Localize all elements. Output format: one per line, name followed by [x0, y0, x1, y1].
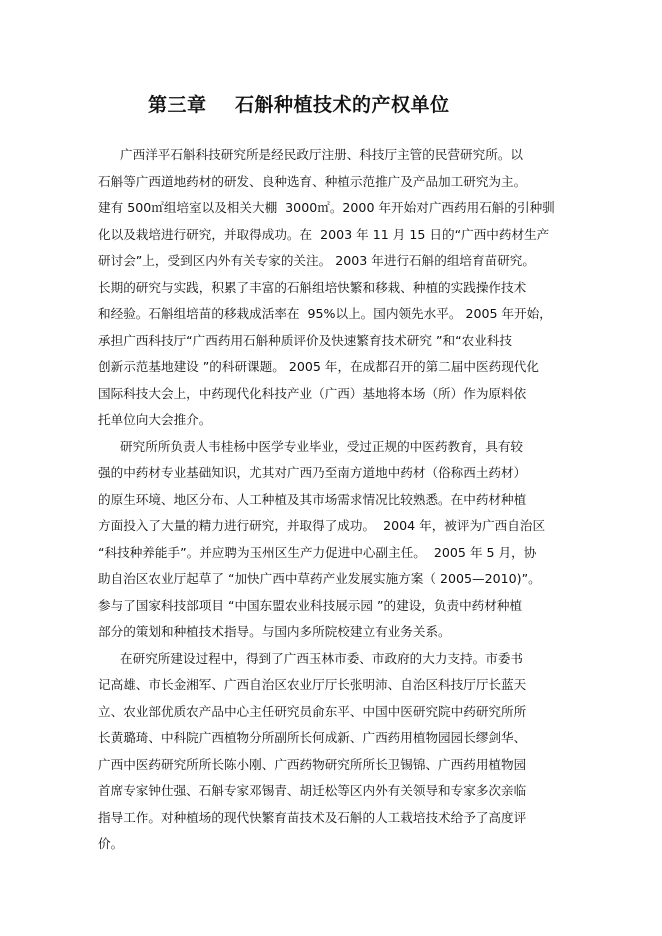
- paragraph-3-line-2: 记高雄、市长金湘军、广西自治区农业厅厅长张明沛、自治区科技厅厅长蓝天: [98, 677, 527, 692]
- page-title: 第三章 石斛种植技术的产权单位: [148, 94, 450, 116]
- body-text: [98, 142, 568, 858]
- paragraph-3-line-7: 指导工作。对种植场的现代快繁育苗技术及石斛的人工栽培技术给予了高度评: [98, 809, 527, 825]
- paragraph-1-line-4: 化以及栽培进行研究，并取得成功。在 2003 年 11 月 15 日的“广西中药材生产: [98, 226, 550, 242]
- paragraph-1-line-7: 和经验。石斛组培苗的移栽成活率在 95%以上。国内领先水平。 2005 年开始，: [98, 306, 552, 321]
- paragraph-3-line-4: 长黄璐琦、中科院广西植物分所副所长何成新、广西药用植物园园长缪剑华、: [98, 730, 527, 745]
- paragraph-1-line-9: 创新示范基地建设 ”的科研课题。 2005 年，在成都召开的第二届中医药现代化: [98, 359, 539, 374]
- paragraph-2-line-7: 参与了国家科技部项目 “中国东盟农业科技展示园 ”的建设，负责中药材种植: [98, 597, 523, 613]
- paragraph-1-line-5: 研讨会”上，受到区内外有关专家的关注。 2003 年进行石斛的组培育苗研究。: [98, 253, 535, 268]
- paragraph-2-line-8: 部分的策划和种植技术指导。与国内多所院校建立有业务关系。: [98, 624, 451, 639]
- paragraph-3-line-5: 广西中医药研究所所长陈小刚、广西药物研究所所长卫锡锦、广西药用植物园: [98, 756, 527, 772]
- paragraph-3-line-6: 首席专家钟仕强、石斛专家邓锡青、胡迁松等区内外有关领导和专家多次亲临: [98, 783, 527, 798]
- paragraph-1-line-3: 建有 500㎡组培室以及相关大棚 3000㎡。2000 年开始对广西药用石斛的引种驯: [98, 200, 555, 215]
- paragraph-2-line-3: 的原生环境、地区分布、人工种植及其市场需求情况比较熟悉。在中药材种植: [98, 491, 527, 507]
- paragraph-1-line-2: 石斛等广西道地药材的研发、良种选育、种植示范推广及产品加工研究为主。: [98, 173, 527, 189]
- paragraph-1-line-11: 托单位向大会推介。: [98, 412, 212, 427]
- paragraph-3-line-3: 立、农业部优质农产品中心主任研究员俞东平、中国中医研究院中药研究所所: [98, 703, 527, 719]
- paragraph-2-line-4: 方面投入了大量的精力进行研究，并取得了成功。 2004 年，被评为广西自治区: [98, 518, 546, 533]
- paragraph-2-line-6: 助自治区农业厅起草了 “加快广西中草药产业发展实施方案（ 2005—2010)”。: [98, 571, 541, 586]
- paragraph-1-line-1: 广西洋平石斛科技研究所是经民政厅注册、科技厅主管的民营研究所。以: [120, 147, 523, 162]
- paragraph-2-line-2: 强的中药材专业基础知识，尤其对广西乃至南方道地中药材（俗称西土药材）: [98, 465, 527, 480]
- paragraph-1-line-8: 承担广西科技厅“广西药用石斛种质评价及快速繁育技术研究 ”和“农业科技: [98, 332, 512, 348]
- paragraph-1-line-10: 国际科技大会上，中药现代化科技产业（广西）基地将本场（所）作为原料依: [98, 385, 527, 401]
- paragraph-2-line-1: 研究所所负责人韦桂杨中医学专业毕业，受过正规的中医药教育，具有较: [120, 438, 523, 454]
- paragraph-3-line-8: 价。: [98, 836, 124, 851]
- paragraph-3-line-1: 在研究所建设过程中，得到了广西玉林市委、市政府的大力支持。市委书: [120, 650, 523, 666]
- paragraph-2-line-5: “科技种养能手”。并应聘为玉州区生产力促进中心副主任。 2005 年 5 月，协: [98, 544, 537, 560]
- paragraph-1-line-6: 长期的研究与实践，积累了丰富的石斛组培快繁和移栽、种植的实践操作技术: [98, 279, 527, 295]
